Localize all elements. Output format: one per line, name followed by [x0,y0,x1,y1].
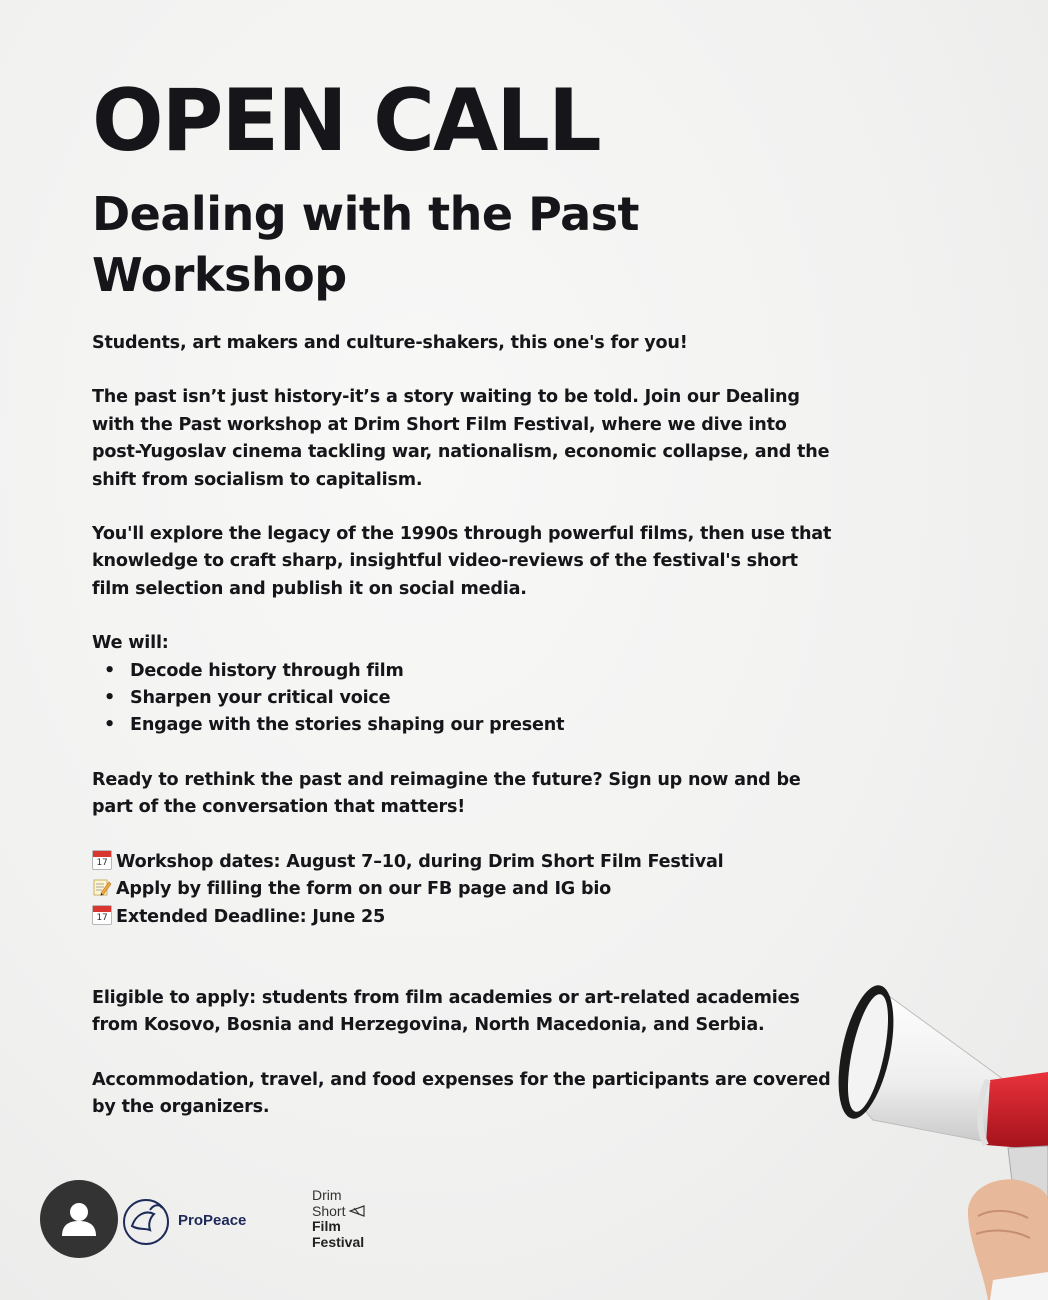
page-subtitle [92,184,852,305]
play-triangle-icon [349,1205,365,1217]
user-icon [40,1180,118,1258]
avatar[interactable] [40,1180,118,1258]
subtitle-line-1: Dealing with the Past [92,187,640,241]
paragraph-1: The past isn’t just history-it’s a story waiting to be told. Join our Dealing with the Past workshop at Drim Short Film Festival, where we dive into post-Yugoslav cinema tackling war, nationalism, economic collapse, and the shift from socialism to capitalism. [92,387,830,490]
bullet-item: • Sharpen your critical voice [92,685,832,712]
drim-line-4: Festival [312,1233,365,1250]
expenses-text: Accommodation, travel, and food expenses for the participants are covered by the organizers. [92,1069,831,1118]
we-will-heading: We will: [92,633,169,654]
detail-line-dates [92,849,832,876]
detail-text: Workshop dates: August 7–10, during Drim Short Film Festival [116,851,724,872]
propeace-label: ProPeace [178,1212,247,1229]
bullet-item: • Decode history through film [92,658,832,685]
body-text [92,330,832,1122]
call-to-action: Ready to rethink the past and reimagine the future? Sign up now and be part of the conversation that matters! [92,769,801,818]
drim-line-3: Film [312,1218,341,1234]
detail-line-apply [92,876,832,903]
megaphone-icon [818,980,1048,1300]
detail-line-deadline [92,904,832,931]
drim-festival-logo [312,1188,365,1250]
eligibility-text: Eligible to apply: students from film academies or art-related academies from Kosovo, Bosnia and Herzegovina, North Macedonia, and Serbia. [92,987,800,1036]
bullet-item: • Engage with the stories shaping our present [92,712,832,739]
drim-line-2: Short [312,1204,365,1220]
paragraph-2: You'll explore the legacy of the 1990s through powerful films, then use that knowledge to craft sharp, insightful video-reviews of the festival's short film selection and publish it on social media. [92,524,832,599]
detail-text: Extended Deadline: June 25 [116,906,386,927]
detail-text: Apply by filling the form on our FB page and IG bio [116,879,612,900]
poster-header [92,71,852,305]
bullet-list [92,658,832,740]
page-title: OPEN CALL [92,71,600,171]
subtitle-line-2: Workshop [92,247,347,302]
calendar-icon: 17 [92,850,112,870]
intro-text: Students, art makers and culture-shakers, this one's for you! [92,333,688,353]
drim-line-1: Drim [312,1187,342,1203]
memo-icon [92,877,112,897]
calendar-icon: 17 [92,905,112,925]
